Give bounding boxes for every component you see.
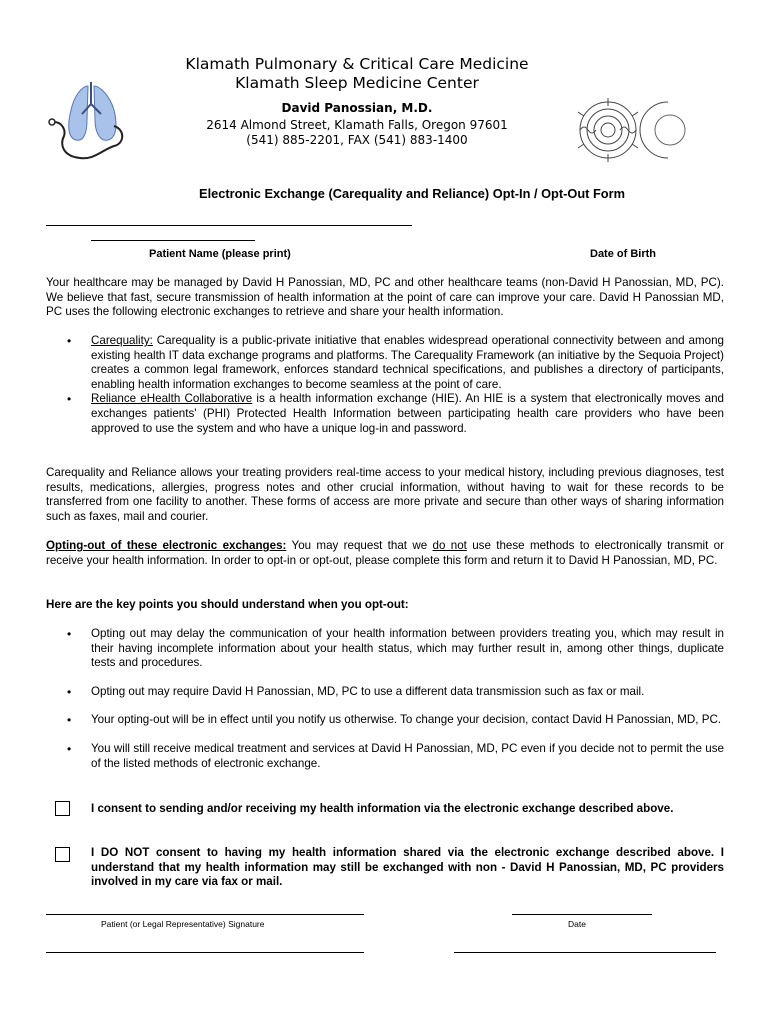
signature-line[interactable]: [46, 914, 364, 915]
carequality-term: Carequality:: [91, 334, 153, 347]
list-item: • You will still receive medical treatment and services at David H Panossian, MD, PC even if you decide not to permit the use of the listed methods of electronic exchange.: [46, 742, 724, 771]
consent-checkbox[interactable]: [55, 801, 70, 816]
signature-label: Patient (or Legal Representative) Signature: [101, 919, 265, 929]
clinic-phone-fax: (541) 885-2201, FAX (541) 883-1400: [246, 133, 468, 147]
witness-signature-line[interactable]: [46, 952, 364, 953]
consent-text: I consent to sending and/or receiving my health information via the electronic exchange described above.: [91, 802, 674, 815]
reliance-term: Reliance eHealth Collaborative: [91, 392, 253, 406]
org-name-line1: Klamath Pulmonary & Critical Care Medicine: [185, 55, 529, 73]
date-label: Date: [568, 919, 586, 929]
intro-paragraph: Your healthcare may be managed by David H Panossian, MD, PC and other healthcare teams (non-David H Panossian, MD, PC). We believe that fast, secure transmission of health information at the point of care can improve your care. David H Panossian MD, PC uses the following electronic exchanges to retrieve and share your health information.: [46, 276, 724, 319]
date-line[interactable]: [512, 914, 652, 915]
no-consent-checkbox[interactable]: [55, 847, 70, 862]
optout-heading: Opting-out of these electronic exchanges:: [46, 539, 287, 552]
dob-line[interactable]: [91, 240, 255, 241]
doctor-name: David Panossian, M.D.: [281, 101, 433, 115]
dob-label: Date of Birth: [590, 248, 656, 260]
clinic-address: 2614 Almond Street, Klamath Falls, Oregon 97601: [206, 118, 508, 132]
exchange-list: [46, 334, 724, 436]
no-consent-text: I DO NOT consent to having my health information shared via the electronic exchange described above. I understand that my health information may still be exchanged with non - David H Panossian, MD, PC providers involved in my care via fax or mail.: [91, 846, 724, 889]
witness-date-line[interactable]: [454, 952, 716, 953]
optout-paragraph: Opting-out of these electronic exchanges: You may request that we do not use these methods to electronically transmit or receive your health information. In order to opt-in or opt-out, please complete this form and return it to David H Panossian, MD, PC.: [46, 539, 724, 567]
patient-name-line[interactable]: [46, 225, 412, 226]
list-item: • Reliance eHealth Collaborative is a health information exchange (HIE). An HIE is a system that electronically moves and exchanges patients' (PHI) Protected Health Information between participating health care providers who have been approved to use the system and who have a unique log-in and password.: [46, 392, 724, 436]
access-paragraph: Carequality and Reliance allows your treating providers real-time access to your medical history, including previous diagnoses, test results, medications, allergies, progress notes and other crucial information, without having to wait for these records to be transferred from one facility to another. These forms of access are more private and secure than other ways of sharing information such as faxes, mail and courier.: [46, 466, 724, 523]
patient-name-label: Patient Name (please print): [149, 248, 291, 260]
list-item: • Opting out may require David H Panossian, MD, PC to use a different data transmission such as fax or mail.: [46, 685, 724, 700]
list-item: • Opting out may delay the communication of your health information between providers treating you, which may result in their having incomplete information about your health status, which may further result in, among other things, duplicate tests and procedures.: [46, 627, 724, 671]
list-item: • Carequality: Carequality is a public-private initiative that enables widespread operational connectivity between and among existing health IT data exchange programs and platforms. The Carequality Framework (an initiative by the Sequoia Project) creates a common legal framework, enforces standard technical specifications, and publishes a directory of participants, enabling health information exchanges to become seamless at the point of care.: [46, 334, 724, 392]
list-item: • Your opting-out will be in effect until you notify us otherwise. To change your decision, contact David H Panossian, MD, PC.: [46, 713, 724, 728]
key-points-list: [46, 627, 724, 771]
org-name-line2: Klamath Sleep Medicine Center: [235, 74, 479, 92]
form-title: Electronic Exchange (Carequality and Reliance) Opt-In / Opt-Out Form: [199, 186, 625, 201]
key-points-heading: Here are the key points you should understand when you opt-out:: [46, 598, 409, 611]
